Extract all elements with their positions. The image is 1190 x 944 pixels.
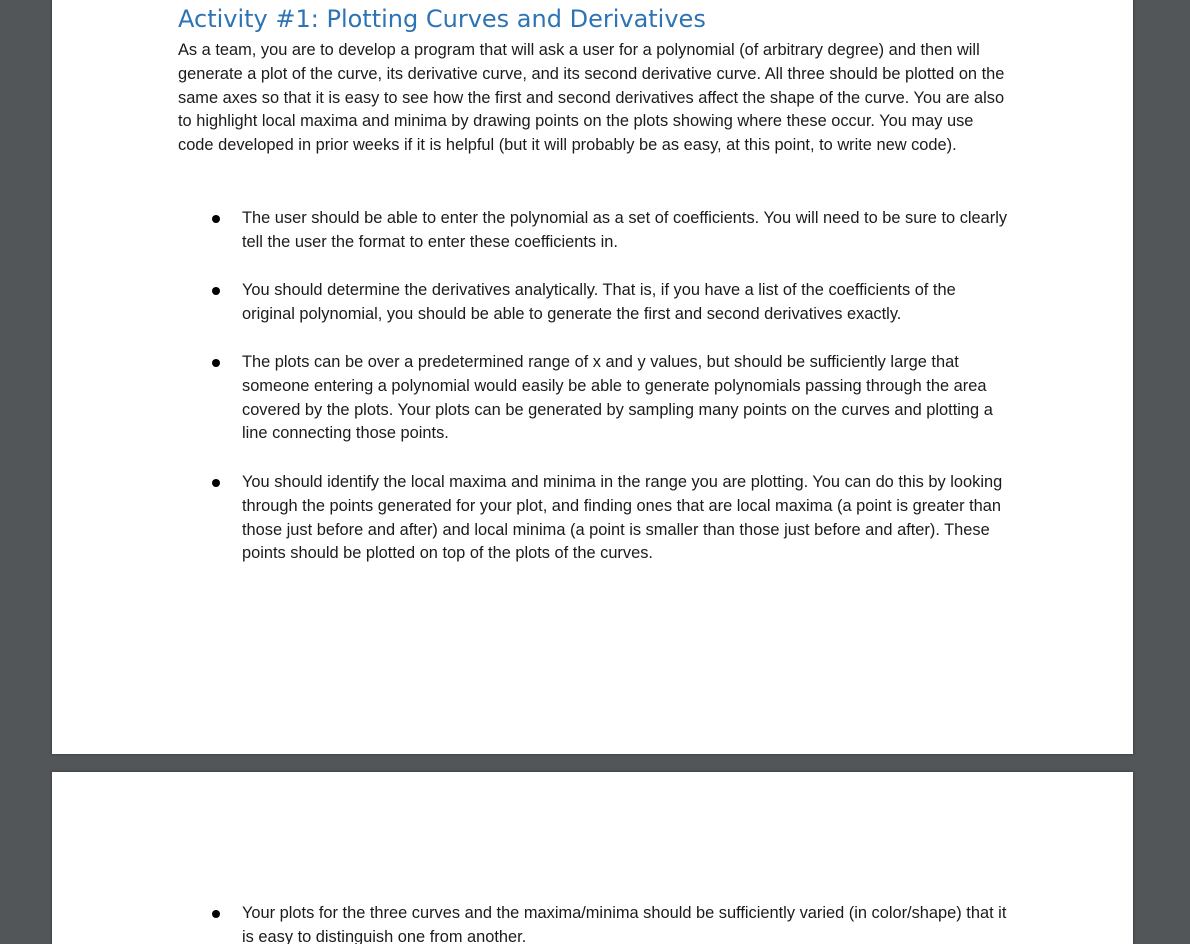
bullet-icon xyxy=(212,910,220,918)
list-item-text: The plots can be over a predetermined range of x and y values, but should be sufficiently large that someone entering a polynomial would easily be able to generate polynomials passing through the area covered by the plots. Your plots can be generated by sampling many points on the curves and plotting a line connecting those points. xyxy=(242,353,993,443)
bullet-icon xyxy=(212,215,220,223)
list-item-text: You should determine the derivatives analytically. That is, if you have a list of the coefficients of the original polynomial, you should be able to generate the first and second derivatives exactly. xyxy=(242,281,956,323)
intro-paragraph: As a team, you are to develop a program that will ask a user for a polynomial (of arbitrary degree) and then will generate a plot of the curve, its derivative curve, and its second derivative curve. All three should be plotted on the same axes so that it is easy to see how the first and second derivatives affect the shape of the curve. You are also to highlight local maxima and minima by drawing points on the plots showing where these occur. You may use code developed in prior weeks if it is helpful (but it will probably be as easy, at this point, to write new code). xyxy=(178,41,1005,155)
list-item-text: Your plots for the three curves and the maxima/minima should be sufficiently varied (in color/shape) that it is easy to distinguish one from another. xyxy=(242,904,1007,944)
list-item-text: The user should be able to enter the polynomial as a set of coefficients. You will need to be sure to clearly tell the user the format to enter these coefficients in. xyxy=(242,209,1008,251)
document-page xyxy=(52,0,1133,754)
bullet-icon xyxy=(212,287,220,295)
document-page xyxy=(52,772,1133,944)
activity-heading: Activity #1: Plotting Curves and Derivatives xyxy=(178,5,706,33)
list-item-text: You should identify the local maxima and minima in the range you are plotting. You can do this by looking through the points generated for your plot, and finding ones that are local maxima (a point is greater than those just before and after) and local minima (a point is smaller than those just before and after). These points should be plotted on top of the plots of the curves. xyxy=(242,473,1003,563)
bullet-icon xyxy=(212,359,220,367)
bullet-icon xyxy=(212,479,220,487)
